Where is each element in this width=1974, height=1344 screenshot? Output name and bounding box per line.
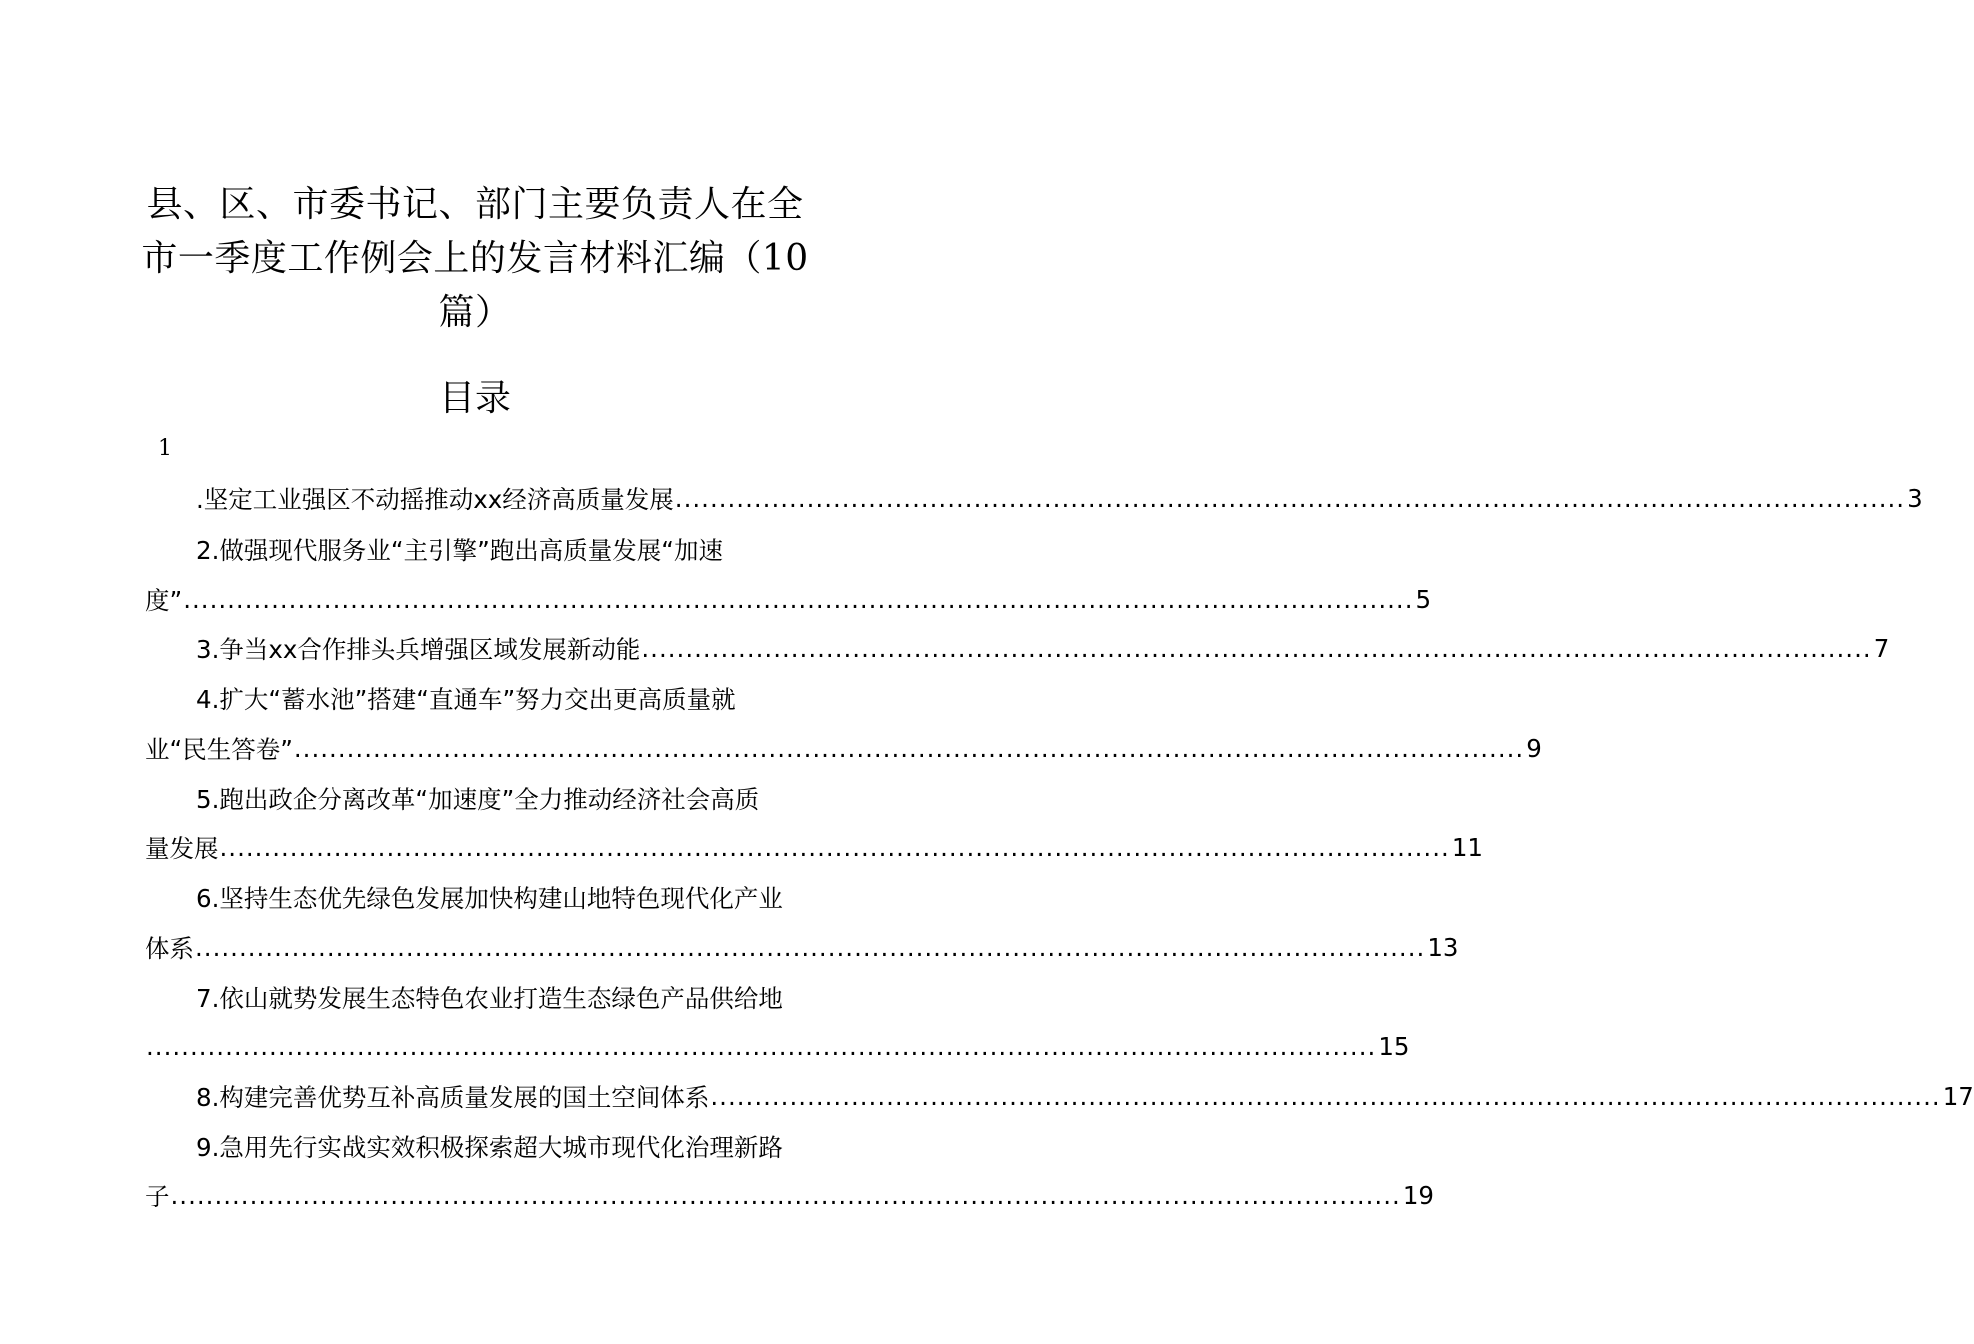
toc-leader-dots: ............................................................................................................................................ [146,1031,1377,1061]
toc-entry-title: .坚定工业强区不动摇推动xx经济高质量发展 [196,484,674,514]
toc-entry-title: 6.坚持生态优先绿色发展加快构建山地特色现代化产业 [196,883,783,913]
toc-entry-title-continued: 量发展 [145,833,219,863]
toc-leader-dots: ............................................................................................................................................ [641,633,1872,663]
toc-entry-title: 2.做强现代服务业“主引擎”跑出高质量发展“加速 [196,535,723,565]
toc-entry-title-continued: 子 [145,1181,170,1211]
toc-entry-2-continued[interactable] [145,579,1432,619]
toc-entry-2[interactable] [196,529,806,569]
toc-leader-dots: ............................................................................................................................................ [293,733,1525,763]
toc-page-number: 7 [1873,633,1890,663]
toc-entry-title-continued: 度” [145,585,183,615]
toc-page-number: 3 [1907,483,1923,513]
toc-entry-title-continued: 体系 [145,933,194,963]
toc-entry-title: 4.扩大“蓄水池”搭建“直通车”努力交出更高质量就 [196,684,736,714]
toc-leader-dots: ............................................................................................................................................ [674,483,1906,513]
toc-entry-title: 8.构建完善优势互补高质量发展的国土空间体系 [196,1082,710,1112]
toc-page-number: 15 [1378,1031,1410,1061]
toc-entry-4[interactable] [196,678,806,718]
toc-entry-8[interactable] [196,1076,1974,1116]
toc-leader-dots: ............................................................................................................................................ [183,584,1414,614]
toc-leader-dots: ............................................................................................................................................ [195,932,1426,962]
toc-page-number: 9 [1526,733,1542,763]
toc-entry-9[interactable] [196,1126,806,1166]
toc-entry-title-continued: 业“民生答卷” [145,734,293,764]
toc-page-number: 11 [1451,832,1483,862]
toc-heading: 目录 [438,378,511,419]
toc-entry-title: 7.依山就势发展生态特色农业打造生态绿色产品供给地 [196,983,783,1013]
toc-entry-4-continued[interactable] [145,728,1542,768]
toc-page-number: 5 [1415,584,1432,614]
toc-leader-dots: ............................................................................................................................................ [170,1180,1401,1210]
toc-entry-title: 3.争当xx合作排头兵增强区域发展新动能 [196,634,641,664]
toc-entry-title: 9.急用先行实战实效积极探索超大城市现代化治理新路 [196,1132,783,1162]
title-text-part2: 篇） [438,292,512,333]
toc-entry-6-continued[interactable] [145,927,1459,967]
toc-entry-9-continued[interactable] [145,1175,1434,1215]
toc-entry-7[interactable] [196,977,806,1017]
toc-entry-title: 5.跑出政企分离改革“加速度”全力推动经济社会高质 [196,784,760,814]
toc-leader-dots: ............................................................................................................................................ [219,832,1450,862]
toc-leader-dots: ............................................................................................................................................ [710,1081,1941,1111]
stray-number: 1 [158,436,172,461]
toc-entry-1[interactable] [196,478,1923,518]
toc-entry-5[interactable] [196,778,806,818]
toc-page-number: 13 [1427,932,1459,962]
toc-page-number: 17 [1942,1081,1974,1111]
toc-page-number: 19 [1402,1180,1434,1210]
toc-entry-7-continued[interactable] [145,1026,1410,1066]
title-number: 10 [761,238,809,279]
document-title [140,178,810,340]
toc-entry-3[interactable] [196,628,1890,668]
toc-entry-5-continued[interactable] [145,827,1483,867]
title-text-part1: 县、区、市委书记、部门主要负责人在全市一季度工作例会上的发言材料汇编（ [141,184,804,279]
toc-entry-6[interactable] [196,877,806,917]
